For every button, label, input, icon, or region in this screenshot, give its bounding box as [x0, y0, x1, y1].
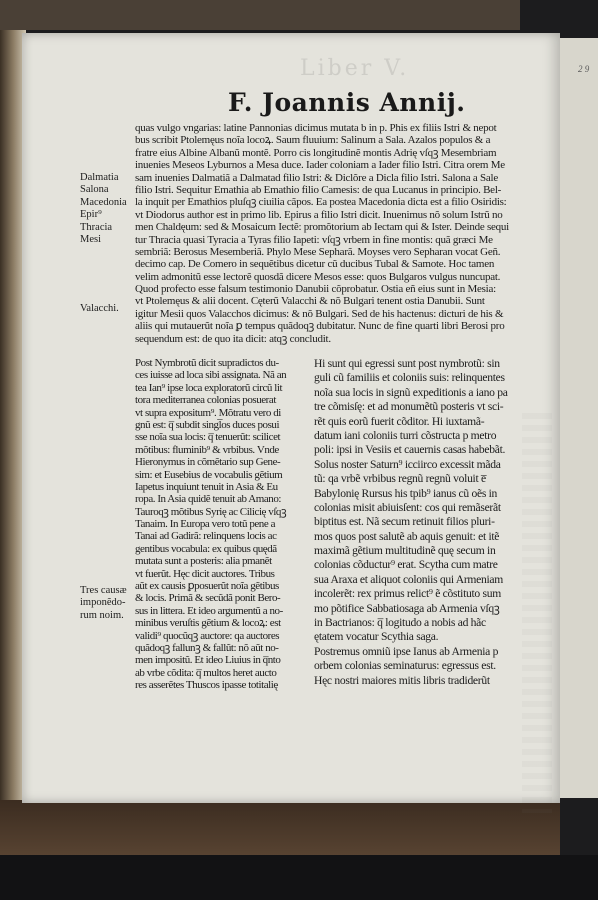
- text-line: tea Ian⁹ ipse loca exploratorũ circũ lit: [135, 381, 283, 394]
- text-line: men Chaldęum: sed & Mosaicum Iectẽ: promõtorium ab Iectam qui & Ister. Deinde sequi: [135, 221, 509, 234]
- text-line: gnũ est: q̅ subdit singl̅os duces posui: [135, 418, 280, 431]
- marginal-note: Salona: [80, 184, 109, 196]
- text-line: vt Ptolemęus & alii docent. Cęterũ Valacchi & nõ Bulgari tenent ostia Danubii. Sunt: [135, 295, 485, 308]
- marginal-note: Dalmatia: [80, 172, 119, 183]
- text-line: noĩa sua locis in signũ expeditionis a iano pa: [314, 385, 508, 399]
- text-line: sse noĩa sua locis: q̅ tenuerũt: scilicet: [135, 431, 281, 444]
- text-line: Tanai ad Gadirã: relinquens locis ac: [135, 530, 277, 543]
- text-line: Hi sunt qui egressi sunt post nymbrotũ: sin: [314, 357, 500, 370]
- text-line: sua Araxa et aliquot coloniis qui Armeniam: [314, 572, 503, 586]
- text-line: Hęc nostri maiores mitis libris tradiderũt: [314, 673, 490, 687]
- running-header: F. Joannis Annij.: [228, 88, 466, 117]
- text-line: mutata sunt a posteris: alia pmanẽt: [135, 555, 272, 568]
- book-cover-bottom: [0, 800, 560, 860]
- text-line: datum iani coloniis turri cõstructa p metro: [314, 428, 497, 442]
- text-line: tũ: qa vrbẽ vrbibus regnũ regnũ voluit e̅: [314, 472, 486, 486]
- text-line: colonias cõductur⁹ erat. Scytha cum matre: [314, 558, 498, 572]
- text-line: Quod profecto esse falsum testimonio Danubii cõprobatur. Ostia eñ eius sunt in Mesia:: [135, 283, 496, 296]
- text-line: rẽt quis eorũ fuerit cõditor. Hi iuxtamã-: [314, 414, 485, 428]
- show-through-header: Liber V.: [300, 56, 410, 81]
- text-line: men impositũ. Et ideo Liuius in q̅nto: [135, 654, 281, 667]
- text-line: validi⁹ quocũqꝫ auctore: qa auctores: [135, 629, 280, 642]
- marginal-note-valacchi: Valacchi.: [80, 303, 119, 314]
- text-line: vt Diodorus author est in primo lib. Epirus a filio Istri dicit. Inuenimus nõ solum Istrũ no: [135, 208, 503, 221]
- text-line: Post Nymbrotũ dicit supradictos du-: [135, 357, 279, 369]
- text-line: maximã gẽtium multitudinẽ quę secum in: [314, 544, 496, 558]
- facing-page-edge: [556, 38, 598, 798]
- text-line: mõtibus: fluminib⁹ & vrbibus. Vnde: [135, 443, 279, 456]
- text-line: mos quos post salutẽ ab aquis genuit: et itẽ: [314, 529, 500, 543]
- show-through-texture: [522, 413, 552, 813]
- text-line: ropa. In Asia quidẽ tenuit ab Amano:: [135, 493, 282, 506]
- commentary-left-column: [135, 357, 286, 692]
- text-line: orbem colonias seminaturus: egressus est.: [314, 659, 496, 673]
- backdrop-bottom: [0, 855, 598, 900]
- text-line: guli cũ familiis et coloniis suis: relinquentes: [314, 371, 505, 385]
- text-line: res asserẽtes Thuscos ipasse totitalię: [135, 679, 278, 692]
- marginal-note: rum noim.: [80, 609, 124, 621]
- text-line: fratre eius Albine Albanũ montẽ. Porro cis longitudinẽ montis Adrię vſqꝫ Mesembriam: [135, 146, 497, 159]
- text-line: biptitus est. Nã secum retinuit filios pluri-: [314, 515, 495, 529]
- text-line: Tanaim. In Europa vero totũ pene a: [135, 518, 276, 531]
- text-line: Iapetus inquiunt tenuit in Asia & Eu: [135, 480, 278, 493]
- text-line: sam inuenies Dalmatiã a Dalmatad filio Istri: & Diclõre a Dicla filio Istri. Salona a Sale: [135, 171, 498, 184]
- text-line: sembriã: Berosus Mesemberiã. Phylo Mese Sepharã. Moyses vero Sepharan vocat Geñ.: [135, 245, 501, 258]
- text-line: minibus veruſtis gẽtium & locoꝝ: est: [135, 617, 281, 630]
- text-line: aũt ex causis ꝑposuerũt noĩa gẽtibus: [135, 580, 279, 593]
- text-line: incolerẽt: rex primus relict⁹ ẽ cõstituto sum: [314, 587, 501, 601]
- text-line: vt fuerũt. Hęc dicit auctores. Tribus: [135, 567, 275, 580]
- text-line: Solus noster Saturn⁹ icciirco excessit mãda: [314, 457, 501, 471]
- text-line: mo põtifice Sabbatiosaga ab Armenia vſqꝫ: [314, 601, 500, 615]
- commentary-text-block: [135, 122, 509, 345]
- text-line: inuenies Meseos Lyburnos a Mesa duce. Iader coloniam a Iader filio Istri. Citra orem Me: [135, 159, 505, 172]
- folio-number: 2 9: [578, 64, 590, 74]
- text-line: tur Thracia quasi Tyracia a Tyras filio Iapeti: vſqꝫ vrbem in fine montis: quã græci Me: [135, 233, 493, 246]
- text-line: poli: ipsi in Vesiis et cauernis casas habebãt.: [314, 443, 506, 457]
- text-line: sim: et Eusebius de vocabulis gẽtium: [135, 468, 283, 481]
- text-line: colonias misit abiuisſent: cos qui remãserãt: [314, 500, 501, 514]
- text-line: tora mediterranea colonias posuerat: [135, 394, 276, 407]
- marginal-note: Tres causæ: [80, 585, 127, 596]
- text-line: quãdoqꝫ fallunꝫ & fallũt: nõ aũt no-: [135, 641, 279, 654]
- text-line: velim admonitũ esse lectorẽ quosdã dicere Mesos esse: quos Bulgaros vulgus nuncupat.: [135, 270, 501, 283]
- text-line: Postremus omniũ ipse Ianus ab Armenia p: [314, 644, 499, 658]
- marginal-note-causae: [80, 585, 127, 622]
- text-line: Babylonię Rursus his tpib⁹ ianus cũ oẽs in: [314, 486, 498, 500]
- backdrop-top: [0, 0, 520, 30]
- text-line: gentibus vocabula: ex quibus quędã: [135, 542, 277, 555]
- text-line: quas vulgo vngarias: latine Pannonias dicimus mutata b in p. Phis ex filiis Istri & nepot: [135, 122, 497, 134]
- text-line: filio Istri. Sequitur Emathia ab Emathio filio Camesis: de qua Lucanus in principio. Bel-: [135, 183, 502, 196]
- marginal-note: imponẽdo-: [80, 597, 126, 609]
- marginal-note: Epir⁹: [80, 209, 102, 221]
- text-line: igitur Mesii quos Valacchos dicimus: & nõ Bulgari. Sed de his hactenus: dicturi de his &: [135, 307, 504, 320]
- text-line: ab vrbe cõdita: q̅ multos heret aucto: [135, 666, 277, 679]
- text-line: in Bactrianos: q̅ logitudo a nobis ad hãc: [314, 616, 486, 630]
- text-line: sequendum est: de quo ita dicit: atqꝫ concludit.: [135, 332, 331, 345]
- marginal-place-names: [80, 172, 127, 246]
- text-line: la inquit per Emathios pluſqꝫ ciuilia cãpos. Ea postea Macedonia dicta est a filio Osiridis:: [135, 196, 507, 209]
- berosus-text-column: [314, 357, 508, 688]
- text-line: decimo cap. De Comero in sequẽtibus dicetur cũ ducibus Tubal & Samote. Hoc tamen: [135, 258, 495, 271]
- marginal-note: Thracia: [80, 221, 113, 233]
- text-line: & locis. Primã & secũdã ponit Bero-: [135, 592, 281, 605]
- text-line: aliis qui mutauerũt noĩa ꝑ tempus quãdoqꝫ dubitatur. Nunc de fine quarti libri Berosi pro: [135, 320, 505, 333]
- text-line: sus in littera. Et ideo argumentũ a no-: [135, 604, 283, 617]
- text-line: ces iuisse ad loca sibi assignata. Nã an: [135, 369, 287, 382]
- text-line: vt supra expositum⁹. Mõtratu vero di: [135, 406, 281, 419]
- text-line: tre cõmisſę: et ad monumẽtũ posteris vt sci-: [314, 400, 504, 414]
- marginal-note: Mesi: [80, 233, 101, 245]
- text-line: Tauroqꝫ mõtibus Syrię ac Cilicię vſqꝫ: [135, 505, 287, 518]
- text-line: bus scribit Ptolemęus noĩa locoꝝ. Saum fluuium: Salinum a Sala. Azalos populos & a: [135, 134, 491, 147]
- text-line: ętatem vocatur Scythia saga.: [314, 630, 439, 644]
- text-line: Hieronymus in cõmẽtario sup Gene-: [135, 456, 281, 469]
- marginal-note: Macedonia: [80, 196, 127, 208]
